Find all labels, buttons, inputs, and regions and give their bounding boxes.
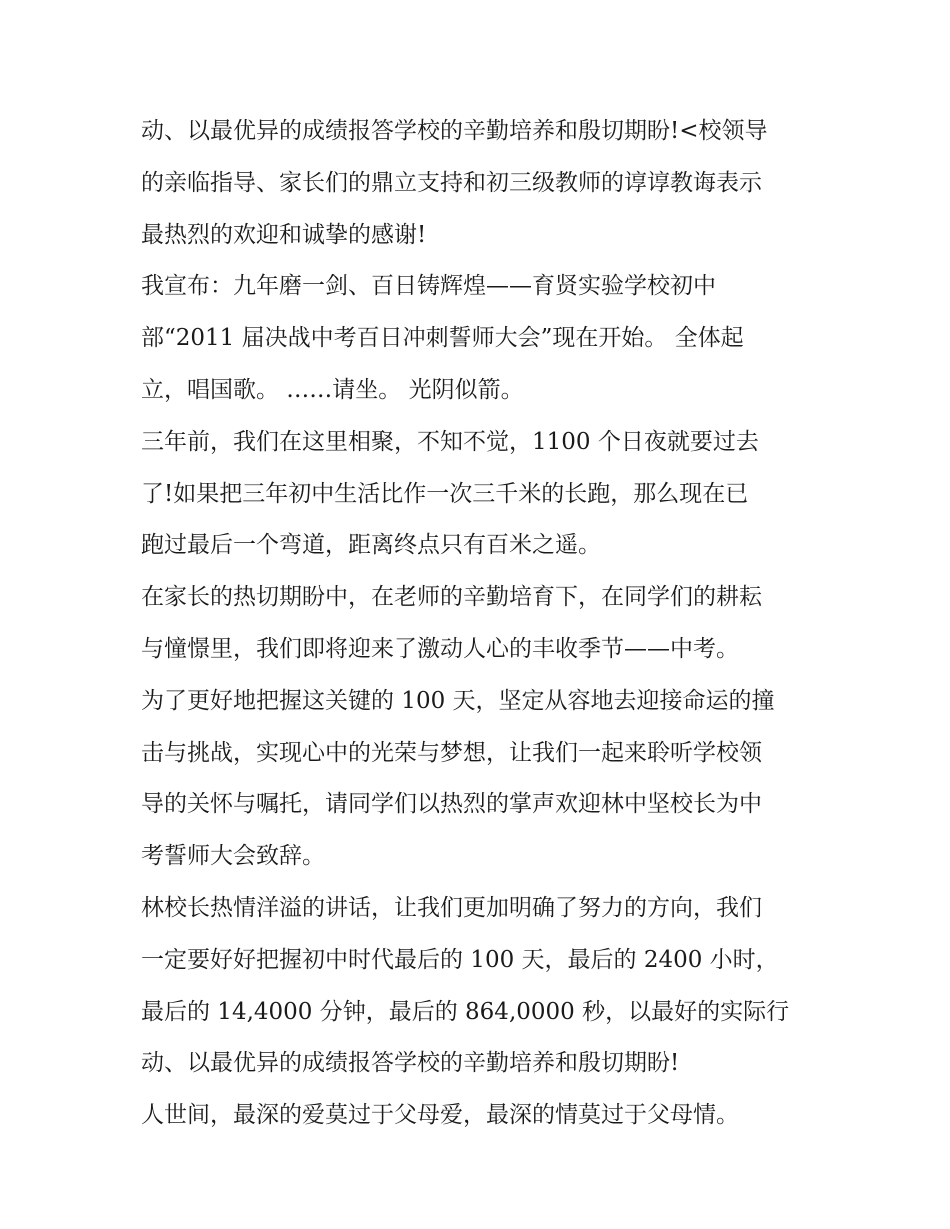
text-line: 动、以最优异的成绩报答学校的辛勤培养和殷切期盼! xyxy=(141,1050,680,1077)
text-line: 跑过最后一个弯道，距离终点只有百米之遥。 xyxy=(141,532,601,559)
text-line: 最热烈的欢迎和诚挚的感谢! xyxy=(141,221,427,248)
text-line: 三年前，我们在这里相聚，不知不觉，1100 个日夜就要过去 xyxy=(141,428,759,455)
text-line: 一定要好好把握初中时代最后的 100 天，最后的 2400 小时， xyxy=(141,946,779,973)
text-line: 部“2011 届决战中考百日冲刺誓师大会”现在开始。 全体起 xyxy=(141,325,744,352)
text-line: 我宣布：九年磨一剑、百日铸辉煌——育贤实验学校初中 xyxy=(141,273,716,300)
text-line: 考誓师大会致辞。 xyxy=(141,843,325,870)
text-line: 了!如果把三年初中生活比作一次三千米的长跑，那么现在已 xyxy=(141,480,749,507)
text-line: 导的关怀与嘱托，请同学们以热烈的掌声欢迎林中坚校长为中 xyxy=(141,791,762,818)
text-line: 人世间，最深的爱莫过于父母爱，最深的情莫过于父母情。 xyxy=(141,1102,739,1129)
text-line: 击与挑战，实现心中的光荣与梦想，让我们一起来聆听学校领 xyxy=(141,739,762,766)
text-line: 动、以最优异的成绩报答学校的辛勤培养和殷切期盼!<校领导 xyxy=(141,118,768,144)
document-text xyxy=(141,106,821,1142)
text-line: 最后的 14,4000 分钟，最后的 864,0000 秒，以最好的实际行 xyxy=(141,998,790,1025)
text-line: 的亲临指导、家长们的鼎立支持和初三级教师的谆谆教诲表示 xyxy=(141,169,762,196)
text-line: 在家长的热切期盼中，在老师的辛勤培育下，在同学们的耕耘 xyxy=(141,584,762,611)
text-line: 与憧憬里，我们即将迎来了激动人心的丰收季节——中考。 xyxy=(141,635,739,662)
text-line: 立，唱国歌。 ……请坐。 光阴似箭。 xyxy=(141,376,524,403)
text-line: 林校长热情洋溢的讲话，让我们更加明确了努力的方向，我们 xyxy=(141,894,762,921)
text-line: 为了更好地把握这关键的 100 天，坚定从容地去迎接命运的撞 xyxy=(141,687,775,714)
